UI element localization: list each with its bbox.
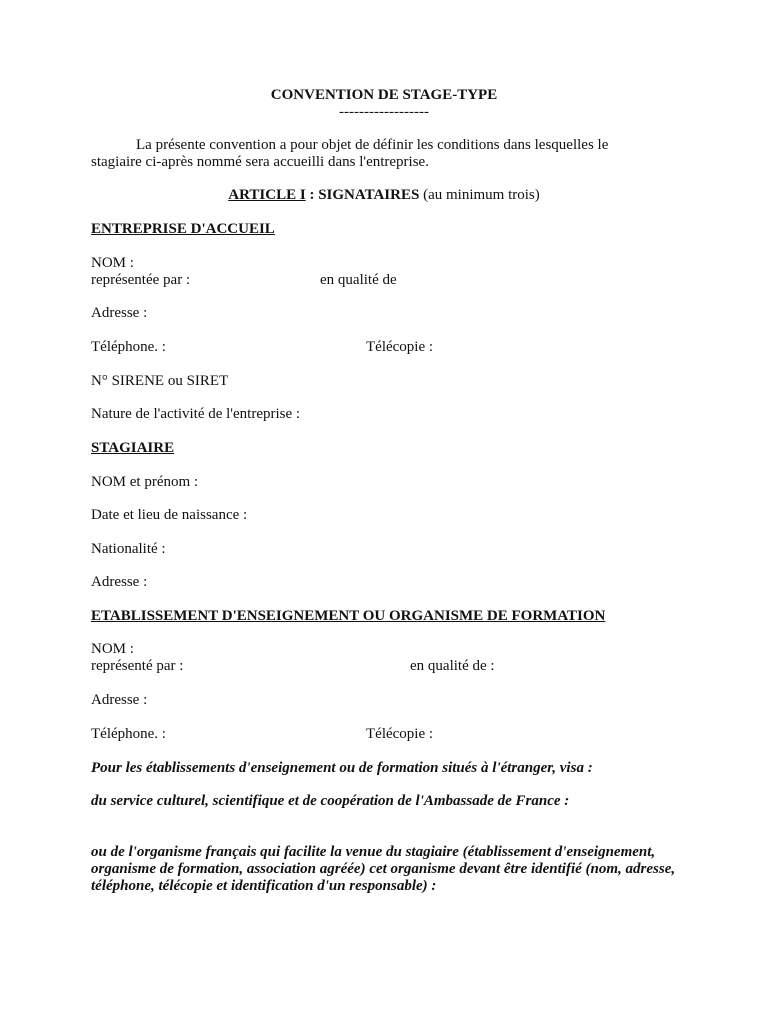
etablissement-qualite-label: en qualité de : — [410, 658, 495, 674]
etablissement-represente-label: représenté par : — [91, 658, 184, 674]
etablissement-adresse-label: Adresse : — [91, 692, 148, 708]
intro-line-1: La présente convention a pour objet de définir les conditions dans lesquelles le — [136, 137, 609, 153]
document-title: CONVENTION DE STAGE-TYPE — [270, 87, 498, 103]
etranger-organisme-line-2: organisme de formation, association agréée) cet organisme devant être identifié (nom, adresse, — [91, 861, 676, 877]
stagiaire-nom-label: NOM et prénom : — [91, 474, 199, 490]
entreprise-heading: ENTREPRISE D'ACCUEIL — [91, 221, 275, 237]
stagiaire-naissance-label: Date et lieu de naissance : — [91, 507, 248, 523]
entreprise-represente-label: représentée par : — [91, 272, 191, 288]
etranger-organisme-line-3: téléphone, télécopie et identification d'un responsable) : — [91, 878, 437, 894]
entreprise-nom-label: NOM : — [91, 255, 134, 271]
stagiaire-adresse-label: Adresse : — [91, 574, 148, 590]
etranger-ambassade-text: du service culturel, scientifique et de coopération de l'Ambassade de France : — [91, 793, 570, 809]
etablissement-telephone-label: Téléphone. : — [91, 726, 166, 742]
entreprise-telephone-label: Téléphone. : — [91, 339, 166, 355]
article-label: ARTICLE I — [228, 187, 306, 203]
entreprise-activite-label: Nature de l'activité de l'entreprise : — [91, 406, 301, 422]
intro-line-2: stagiaire ci-après nommé sera accueilli dans l'entreprise. — [91, 154, 429, 170]
article-separator: : — [305, 187, 319, 203]
etablissement-heading: ETABLISSEMENT D'ENSEIGNEMENT OU ORGANISME DE FORMATION — [91, 608, 606, 624]
entreprise-siret-label: N° SIRENE ou SIRET — [91, 373, 229, 389]
article-heading — [0, 187, 768, 204]
entreprise-telecopie-label: Télécopie : — [366, 339, 434, 355]
title-rule: ------------------ — [339, 104, 429, 120]
stagiaire-nationalite-label: Nationalité : — [91, 541, 166, 557]
etranger-visa-text: Pour les établissements d'enseignement ou de formation situés à l'étranger, visa : — [91, 760, 593, 776]
article-name: SIGNATAIRES — [318, 187, 420, 203]
etranger-organisme-line-1: ou de l'organisme français qui facilite la venue du stagiaire (établissement d'enseignement, — [91, 844, 656, 860]
etablissement-telecopie-label: Télécopie : — [366, 726, 434, 742]
etablissement-nom-label: NOM : — [91, 641, 134, 657]
entreprise-adresse-label: Adresse : — [91, 305, 148, 321]
entreprise-qualite-label: en qualité de — [320, 272, 397, 288]
article-note: (au minimum trois) — [419, 187, 540, 203]
stagiaire-heading: STAGIAIRE — [91, 440, 175, 456]
